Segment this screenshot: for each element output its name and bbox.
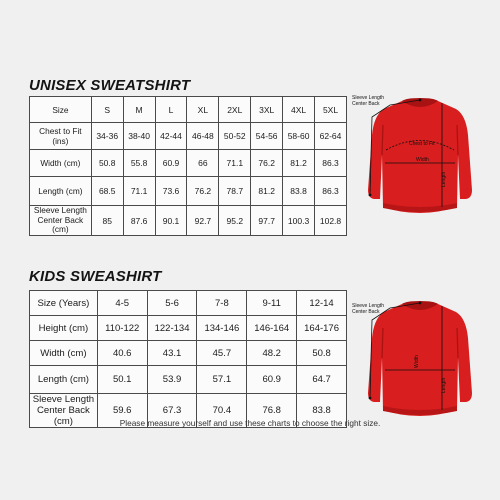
table-cell: 43.1 bbox=[147, 341, 197, 366]
table-cell: 58-60 bbox=[283, 123, 315, 150]
unisex-row-length bbox=[30, 177, 347, 206]
table-cell: 71.1 bbox=[219, 150, 251, 177]
table-cell: 92.7 bbox=[187, 206, 219, 236]
row-label: Height (cm) bbox=[30, 316, 98, 341]
unisex-row-chest bbox=[30, 123, 347, 150]
table-cell: 100.3 bbox=[283, 206, 315, 236]
sweatshirt-illustration bbox=[350, 95, 475, 220]
table-cell: 95.2 bbox=[219, 206, 251, 236]
table-cell: 5XL bbox=[315, 97, 347, 123]
table-cell: 90.1 bbox=[155, 206, 187, 236]
table-cell: 50-52 bbox=[219, 123, 251, 150]
row-label-line: Sleeve Length bbox=[33, 205, 87, 216]
width-label: Width bbox=[414, 355, 420, 368]
sleeve-label-line2: Center Back bbox=[352, 101, 380, 107]
measure-point bbox=[419, 302, 422, 305]
table-cell: 164-176 bbox=[297, 316, 347, 341]
unisex-row-width bbox=[30, 150, 347, 177]
table-cell: 86.3 bbox=[315, 150, 347, 177]
table-cell: 64.7 bbox=[297, 366, 347, 394]
table-cell: 78.7 bbox=[219, 177, 251, 206]
unisex-row-size bbox=[30, 97, 347, 123]
table-cell: S bbox=[91, 97, 123, 123]
row-label: Width (cm) bbox=[30, 341, 98, 366]
kids-row-length bbox=[30, 366, 347, 394]
table-cell: 3XL bbox=[251, 97, 283, 123]
table-cell: 85 bbox=[91, 206, 123, 236]
sweatshirt-body bbox=[368, 304, 472, 416]
row-label-line: Sleeve Length bbox=[32, 394, 95, 405]
kids-sweatshirt-diagram bbox=[350, 298, 475, 418]
table-cell: 12-14 bbox=[297, 291, 347, 316]
table-cell: 45.7 bbox=[197, 341, 247, 366]
table-cell: 70.4 bbox=[197, 394, 247, 428]
table-cell: 68.5 bbox=[91, 177, 123, 206]
table-cell: 55.8 bbox=[123, 150, 155, 177]
table-cell: 102.8 bbox=[315, 206, 347, 236]
row-label: Length (cm) bbox=[30, 177, 92, 206]
table-cell: 7-8 bbox=[197, 291, 247, 316]
table-cell: 54-56 bbox=[251, 123, 283, 150]
unisex-size-table bbox=[29, 96, 347, 236]
row-label: Width (cm) bbox=[30, 150, 92, 177]
table-cell: 50.8 bbox=[297, 341, 347, 366]
table-cell: 73.6 bbox=[155, 177, 187, 206]
row-label: Size (Years) bbox=[30, 291, 98, 316]
table-cell: 87.6 bbox=[123, 206, 155, 236]
sleeve-label-line1: Sleeve Length bbox=[352, 303, 384, 309]
table-cell: 53.9 bbox=[147, 366, 197, 394]
unisex-sweatshirt-diagram bbox=[350, 95, 475, 220]
table-cell: 50.1 bbox=[97, 366, 147, 394]
chest-label: Chest to Fit bbox=[409, 141, 435, 147]
table-cell: 34-36 bbox=[91, 123, 123, 150]
table-cell: 42-44 bbox=[155, 123, 187, 150]
table-cell: 60.9 bbox=[247, 366, 297, 394]
table-cell: 48.2 bbox=[247, 341, 297, 366]
table-cell: 76.2 bbox=[251, 150, 283, 177]
measure-point bbox=[419, 99, 422, 102]
table-cell: 59.6 bbox=[97, 394, 147, 428]
table-cell: 4-5 bbox=[97, 291, 147, 316]
table-cell: 46-48 bbox=[187, 123, 219, 150]
table-cell: 122-134 bbox=[147, 316, 197, 341]
table-cell: 67.3 bbox=[147, 394, 197, 428]
kids-size-table bbox=[29, 290, 347, 428]
sleeve-label-line2: Center Back bbox=[352, 309, 380, 315]
sleeve-label-line1: Sleeve Length bbox=[352, 95, 384, 101]
length-label: Length bbox=[441, 377, 447, 393]
kids-row-width bbox=[30, 341, 347, 366]
measurement-note: Please measure yourself and use these charts to choose the right size. bbox=[119, 418, 381, 428]
table-cell: 57.1 bbox=[197, 366, 247, 394]
table-cell: 81.2 bbox=[251, 177, 283, 206]
table-cell: 134-146 bbox=[197, 316, 247, 341]
length-label: Length bbox=[441, 171, 447, 187]
table-cell: 110-122 bbox=[97, 316, 147, 341]
kids-title: KIDS SWEASHIRT bbox=[29, 268, 162, 285]
table-cell: 9-11 bbox=[247, 291, 297, 316]
table-cell: 86.3 bbox=[315, 177, 347, 206]
table-cell: 5-6 bbox=[147, 291, 197, 316]
kids-row-height bbox=[30, 316, 347, 341]
table-cell: 76.2 bbox=[187, 177, 219, 206]
table-cell: 83.8 bbox=[283, 177, 315, 206]
table-cell: M bbox=[123, 97, 155, 123]
width-label: Width bbox=[416, 157, 429, 163]
row-label-line: Center Back (cm) bbox=[37, 214, 84, 235]
table-cell: 2XL bbox=[219, 97, 251, 123]
table-cell: 76.8 bbox=[247, 394, 297, 428]
table-cell: L bbox=[155, 97, 187, 123]
table-cell: 38-40 bbox=[123, 123, 155, 150]
kids-row-size bbox=[30, 291, 347, 316]
table-cell: 40.6 bbox=[97, 341, 147, 366]
measure-point bbox=[369, 397, 372, 400]
table-cell: 146-164 bbox=[247, 316, 297, 341]
table-cell: 83.8 bbox=[297, 394, 347, 428]
table-cell: 50.8 bbox=[91, 150, 123, 177]
sweatshirt-illustration bbox=[350, 298, 475, 418]
unisex-title: UNISEX SWEATSHIRT bbox=[29, 77, 191, 94]
unisex-row-sleeve bbox=[30, 206, 347, 236]
table-cell: 66 bbox=[187, 150, 219, 177]
table-cell: 71.1 bbox=[123, 177, 155, 206]
measure-point bbox=[369, 194, 372, 197]
table-cell: 4XL bbox=[283, 97, 315, 123]
row-label: Length (cm) bbox=[30, 366, 98, 394]
row-label: Chest to Fit (ins) bbox=[30, 123, 92, 150]
table-cell: 60.9 bbox=[155, 150, 187, 177]
table-cell: 62-64 bbox=[315, 123, 347, 150]
table-cell: 81.2 bbox=[283, 150, 315, 177]
table-cell: 97.7 bbox=[251, 206, 283, 236]
row-label-line: Center Back (cm) bbox=[37, 405, 90, 428]
row-label bbox=[30, 206, 92, 236]
table-cell: XL bbox=[187, 97, 219, 123]
row-label: Size bbox=[30, 97, 92, 123]
